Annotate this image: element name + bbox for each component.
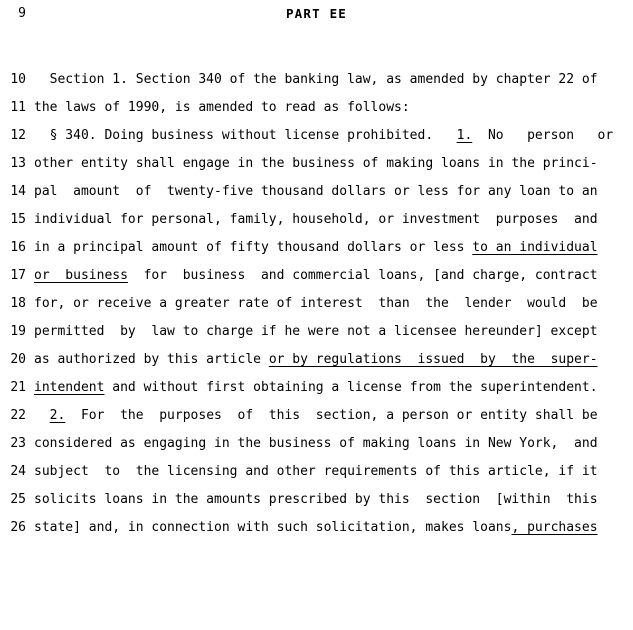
line-number: 26 xyxy=(10,520,26,535)
line-text xyxy=(34,318,633,346)
plain-text: § 340. Doing business without license prohibited. xyxy=(34,128,457,143)
line-text xyxy=(34,430,633,458)
plain-text: in a principal amount of fifty thousand dollars or less xyxy=(34,240,473,255)
bill-line xyxy=(0,178,633,206)
line-number: 23 xyxy=(10,436,26,451)
line-text xyxy=(34,178,633,206)
bill-body xyxy=(0,66,633,542)
plain-text: as authorized by this article xyxy=(34,352,269,367)
plain-text: Section 1. Section 340 of the banking law, as amended by chapter 22 of xyxy=(34,72,598,87)
plain-text: individual for personal, family, household, or investment purposes and xyxy=(34,212,598,227)
inserted-text: , purchases xyxy=(511,520,598,535)
line-number: 20 xyxy=(10,352,26,367)
inserted-text: or by regulations issued by the super- xyxy=(268,352,598,367)
plain-text: permitted by law to charge if he were not a licensee hereunder] except xyxy=(34,324,598,339)
bill-line xyxy=(0,374,633,402)
inserted-text: intendent xyxy=(34,380,105,395)
line-number: 24 xyxy=(10,464,26,479)
inserted-text: 1. xyxy=(456,128,473,143)
line-number: 17 xyxy=(10,268,26,283)
line-number: 21 xyxy=(10,380,26,395)
bill-line xyxy=(0,318,633,346)
line-number: 15 xyxy=(10,212,26,227)
line-number: 19 xyxy=(10,324,26,339)
page-header xyxy=(0,6,633,28)
line-text xyxy=(34,402,633,430)
plain-text: solicits loans in the amounts prescribed by this section [within this xyxy=(34,492,598,507)
plain-text xyxy=(34,408,50,423)
page-number: 9 xyxy=(18,6,26,21)
bill-line xyxy=(0,66,633,94)
bill-line xyxy=(0,290,633,318)
plain-text: For the purposes of this section, a person or entity shall be xyxy=(65,408,598,423)
line-text xyxy=(34,458,633,486)
line-number: 10 xyxy=(10,72,26,87)
bill-line xyxy=(0,262,633,290)
bill-line xyxy=(0,234,633,262)
inserted-text: 2. xyxy=(49,408,66,423)
bill-line xyxy=(0,402,633,430)
line-number: 22 xyxy=(10,408,26,423)
bill-line xyxy=(0,458,633,486)
line-number: 16 xyxy=(10,240,26,255)
bill-line xyxy=(0,346,633,374)
plain-text: pal amount of twenty-five thousand dollars or less for any loan to an xyxy=(34,184,598,199)
bill-line xyxy=(0,514,633,542)
bill-line xyxy=(0,206,633,234)
plain-text: No person or xyxy=(472,128,614,143)
line-number: 13 xyxy=(10,156,26,171)
line-text xyxy=(34,262,633,290)
plain-text: for business and commercial loans, [and charge, contract xyxy=(127,268,598,283)
bill-line xyxy=(0,94,633,122)
bill-line xyxy=(0,486,633,514)
line-number: 12 xyxy=(10,128,26,143)
line-text xyxy=(34,122,633,150)
line-number: 14 xyxy=(10,184,26,199)
line-number: 25 xyxy=(10,492,26,507)
line-text xyxy=(34,234,633,262)
bill-line xyxy=(0,430,633,458)
line-text xyxy=(34,486,633,514)
line-text xyxy=(34,374,633,402)
bill-line xyxy=(0,122,633,150)
line-number: 11 xyxy=(10,100,26,115)
line-text xyxy=(34,66,633,94)
inserted-text: or business xyxy=(34,268,128,283)
line-text xyxy=(34,514,633,542)
line-number: 18 xyxy=(10,296,26,311)
plain-text: subject to the licensing and other requirements of this article, if it xyxy=(34,464,598,479)
plain-text: other entity shall engage in the business of making loans in the princi- xyxy=(34,156,598,171)
plain-text: the laws of 1990, is amended to read as follows: xyxy=(34,100,410,115)
line-text xyxy=(34,206,633,234)
part-title: PART EE xyxy=(285,6,348,21)
plain-text: and without first obtaining a license from the superintendent. xyxy=(104,380,598,395)
bill-line xyxy=(0,150,633,178)
plain-text: state] and, in connection with such solicitation, makes loans xyxy=(34,520,512,535)
line-text xyxy=(34,290,633,318)
plain-text: for, or receive a greater rate of interest than the lender would be xyxy=(34,296,598,311)
line-text xyxy=(34,346,633,374)
inserted-text: to an individual xyxy=(472,240,598,255)
plain-text: considered as engaging in the business of making loans in New York, and xyxy=(34,436,598,451)
line-text xyxy=(34,94,633,122)
line-text xyxy=(34,150,633,178)
